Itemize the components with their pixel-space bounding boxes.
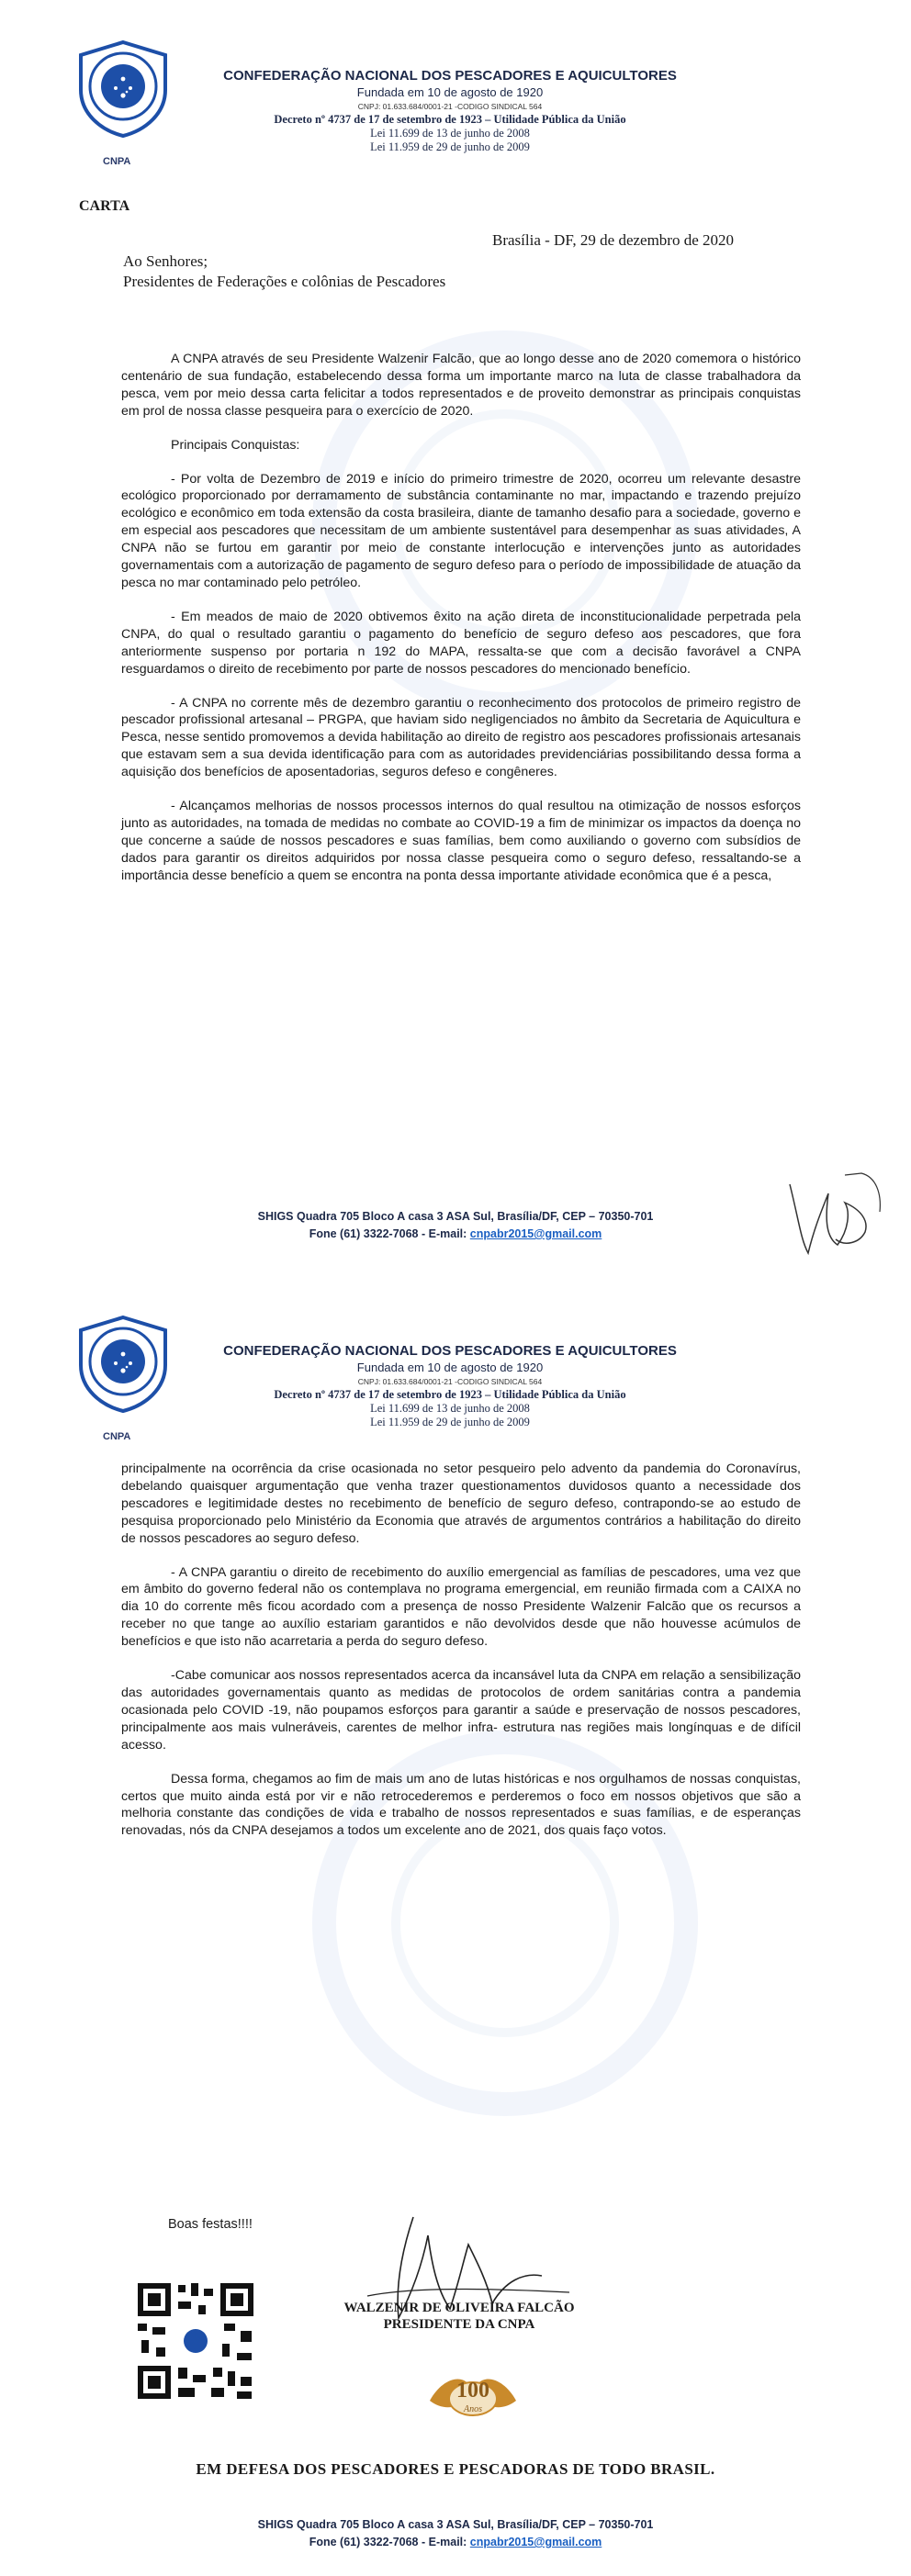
paragraph: A CNPA através de seu Presidente Walzenir Falcão, que ao longo desse ano de 2020 comemora o histórico centenário de sua fundação, estabelecendo dessa forma um importante marco na luta de classe trabalhadora da pesca, vem por meio dessa carta felicitar a todos representados e de proveito demonstrar as principais conquistas em prol de nossa classe pesqueira para o exercício de 2020. (121, 352, 801, 419)
cnpa-logo-icon (73, 39, 173, 138)
badge-text: Anos (464, 2404, 482, 2414)
badge-number: 100 (456, 2379, 489, 2402)
footer-email-link[interactable]: cnpabr2015@gmail.com (469, 2536, 602, 2548)
law-line-2: Lei 11.959 de 29 de junho de 2009 (370, 140, 530, 153)
cnpj-line: CNPJ: 01.633.684/0001-21 -CODIGO SINDICAL 564 (357, 1377, 543, 1386)
paragraph: - Alcançamos melhorias de nossos processos internos do qual resultou na otimização de nossos esforços junto as autoridades, na tomada de medidas no combate ao COVID-19 a fim de minimizar os impactos da doença no que concerne a saúde de nossos pescadores e suas famílias, bem como auxiliando o governo com subsídios de dados para garantir os direitos adquiridos por nossa classe pesqueira como o seguro defeso, ressaltando-se a importância desse benefício a quem se encontra na ponta dessa importante atividade econômica que é a pesca, (121, 799, 801, 883)
paragraph: -Cabe comunicar aos nossos representados acerca da incansável luta da CNPA em relação a sensibilização das autoridades governamentais quanto as medidas de protocolos de ordem sanitárias contra a pandemia ocasionada pelo COVID -19, não poupamos esforços para garantir a saúde e preservação de nossos pescadores, principalmente aos mais vulneráveis, carentes de melhor infra- estrutura nas regiões mais longínquas e de difícil acesso. (121, 1668, 801, 1753)
paragraph: principalmente na ocorrência da crise ocasionada no setor pesqueiro pelo advento da pandemia do Coronavírus, debelando quaisquer argumentação que venha trazer questionamentos duvidosos quanto a necessidade dos pescadores e legitimidade destes no recebimento de benefício de seguro defeso, contrapondo-se ao estudo de pesquisa proporcionado pelo Ministério da Economia que através de argumentos contrários a habilitação do direito de nossos pescadores ao seguro defeso. (121, 1462, 801, 1546)
footer-contact (0, 1226, 911, 1243)
page-1-body (121, 351, 801, 885)
footer-address: SHIGS Quadra 705 Bloco A casa 3 ASA Sul, Brasília/DF, CEP – 70350-701 (257, 1210, 654, 1223)
page-2-body (121, 1461, 801, 1840)
paragraph: Dessa forma, chegamos ao fim de mais um ano de lutas históricas e nos orgulhamos de nossas conquistas, certos que muito ainda está por vir e não retrocederemos e perderemos o foco em nossos objetivos que são a melhoria constante das condições de vida e trabalho de nossos representados e suas famílias, e de esperanças renovadas, nós da CNPA desejamos a todos um excelente ano de 2021, dos quais faço votos. (121, 1771, 801, 1839)
document-type-label: CARTA (79, 198, 130, 214)
footer-phone: Fone (61) 3322-7068 - E-mail: (309, 1227, 470, 1240)
signer-title: PRESIDENTE DA CNPA (383, 2317, 535, 2332)
cnpj-line: CNPJ: 01.633.684/0001-21 -CODIGO SINDICAL 564 (357, 102, 543, 111)
signature-block (303, 2300, 615, 2333)
paragraph: - Em meados de maio de 2020 obtivemos êxito na ação direta de inconstitucionalidade perpetrada pela CNPA, do qual o resultado garantiu o pagamento do benefício de seguro defeso aos pescadores, que fora anteriormente suspenso por portaria n 192 do MAPA, ressalta-se que com a decisão favorável a CNPA resguardamos o direito de recebimento por parte de nossos pescadores do mencionado benefício. (121, 609, 801, 677)
footer-phone: Fone (61) 3322-7068 - E-mail: (309, 2536, 470, 2548)
closing-greeting: Boas festas!!!! (168, 2217, 253, 2232)
founded-date: Fundada em 10 de agosto de 1920 (356, 1361, 544, 1374)
organization-name: CONFEDERAÇÃO NACIONAL DOS PESCADORES E AQUICULTORES (223, 1343, 677, 1359)
motto: EM DEFESA DOS PESCADORES E PESCADORAS DE TODO BRASIL. (196, 2460, 715, 2478)
decree-line: Decreto nº 4737 de 17 de setembro de 1923 – Utilidade Pública da União (274, 1388, 626, 1401)
letter-date: Brasília - DF, 29 de dezembro de 2020 (492, 231, 735, 249)
letterhead-text (165, 68, 735, 154)
footer-address: SHIGS Quadra 705 Bloco A casa 3 ASA Sul, Brasília/DF, CEP – 70350-701 (257, 2518, 654, 2531)
law-line-1: Lei 11.699 de 13 de junho de 2008 (370, 127, 530, 140)
page-2-footer (0, 2516, 911, 2551)
paragraph: - A CNPA no corrente mês de dezembro garantiu o reconhecimento dos protocolos de primeiro registro de pescador profissional artesanal – PRGPA, que haviam sido negligenciados no âmbito da Secretaria de Aquicultura e Pesca, nesse sentido promovemos a devida habilitação ao direito de registro aos pescadores profissionais artesanais que estavam sem a sua devida identificação para com as autoridades previdenciárias possibilitando dessa forma a aquisição dos benefícios de aposentadorias, seguros defeso e congêneres. (121, 695, 801, 780)
letterhead-text (165, 1343, 735, 1429)
footer-contact (0, 2534, 911, 2551)
paragraph: Principais Conquistas: (171, 437, 300, 453)
law-line-1: Lei 11.699 de 13 de junho de 2008 (370, 1402, 530, 1415)
letterhead (73, 1306, 845, 1462)
salutation (123, 252, 445, 292)
qr-code-icon (134, 2279, 257, 2402)
signer-name: WALZENIR DE OLIVEIRA FALCÃO (343, 2301, 575, 2315)
letterhead (73, 31, 845, 187)
founded-date: Fundada em 10 de agosto de 1920 (356, 85, 544, 99)
letter-page-1 (0, 0, 911, 1285)
paragraph: - Por volta de Dezembro de 2019 e início do primeiro trimestre de 2020, ocorreu um relevante desastre ecológico proporcionado por derramamento de substância contaminante no mar, impactando e trazendo prejuízo ecológico e econômico em toda extensão da costa brasileira, diante de tamanho desafio para a sociedade, governo e em especial aos pescadores que necessitam de um ambiente sustentável para desempenhar as suas atividades, A CNPA não se furtou em garantir por meio de constante interlocução e intervenções junto as autoridades governamentais com a autorização de pagamento de seguro defeso para o período de impossibilidade de atuação da pesca no mar contaminado pelo petróleo. (121, 471, 801, 590)
footer-email-link[interactable]: cnpabr2015@gmail.com (469, 1227, 602, 1240)
logo-caption: CNPA (103, 1431, 131, 1442)
salutation-line-1: Ao Senhores; (123, 252, 208, 270)
decree-line: Decreto nº 4737 de 17 de setembro de 1923 – Utilidade Pública da União (274, 113, 626, 126)
salutation-line-2: Presidentes de Federações e colônias de Pescadores (123, 273, 446, 290)
cnpa-logo-icon (73, 1314, 173, 1413)
organization-name: CONFEDERAÇÃO NACIONAL DOS PESCADORES E AQUICULTORES (223, 68, 677, 84)
logo-caption: CNPA (103, 156, 131, 167)
letter-page-2 (0, 1290, 911, 2576)
law-line-2: Lei 11.959 de 29 de junho de 2009 (370, 1416, 530, 1428)
paragraph: - A CNPA garantiu o direito de recebimento do auxílio emergencial as famílias de pescadores, uma vez que em âmbito do governo federal não os contemplava no programa emergencial, em reunião firmada com a CAIXA no dia 10 do corrente mês ficou acordado com a presença de nosso Presidente Walzenir Falcão que os recursos a receber no que tange ao auxílio estariam garantidos e não devolvidos desde que não houvesse acúmulos de benefícios e que isto não acarretaria a perda do seguro defeso. (121, 1564, 801, 1650)
centenary-badge (424, 2364, 522, 2428)
page-1-footer (0, 1208, 911, 1243)
